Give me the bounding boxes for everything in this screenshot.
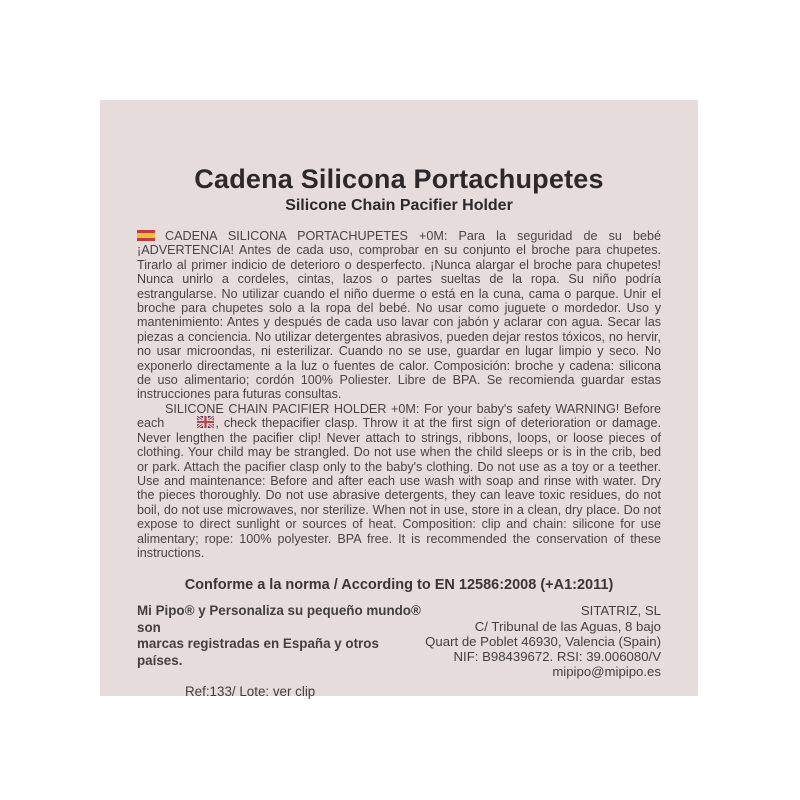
english-instructions-text-2: , check thepacifier clasp. Throw it at the first sign of deterioration or damage. Never lengthen the pacifier clip! Never attach to strings, ribbons, loops, or loose pieces of clothing. Your child may be strangled. Do not use when the child sleeps or is in the crib, bed or park. Attach the pacifier clasp only to the baby's clothing. Do not use as a toy or a teether. Use and maintenance: Before and after each use wash with soap and rinse with water. Dry the pieces thoroughly. Do not use abrasive detergents, they can leave toxic residues, do not boil, do not use microwaves, nor sterilize. When not in use, store in a clean, dry place. Do not expose to direct sunlight or sources of heat. Composition: clip and chain: silicone for use alimentary; rope: 100% polyester. BPA free. It is recommended the conservation of these instructions. xyxy=(137,416,661,560)
company-address-line-1: C/ Tribunal de las Aguas, 8 bajo xyxy=(474,618,661,634)
uk-flag-icon xyxy=(169,416,214,428)
ref-lot-label: Ref:133/ Lote: ver clip xyxy=(185,684,316,700)
page-title: Cadena Silicona Portachupetes xyxy=(194,164,604,194)
company-name: SITATRIZ, SL xyxy=(580,603,661,619)
label-content xyxy=(137,100,661,700)
company-address-block xyxy=(425,603,661,700)
trademark-line-2: marcas registradas en España y otros países. xyxy=(137,636,379,668)
product-label-panel xyxy=(100,100,698,700)
spanish-instructions-paragraph xyxy=(137,229,661,402)
english-instructions-paragraph xyxy=(137,402,661,560)
trademark-line-1: Mi Pipo® y Personaliza su pequeño mundo® son xyxy=(137,603,421,635)
trademark-notice xyxy=(137,603,425,669)
footer-left-column xyxy=(137,603,425,700)
instructions-block xyxy=(137,229,661,560)
label-header xyxy=(137,164,661,216)
page-subtitle: Silicone Chain Pacifier Holder xyxy=(285,197,513,214)
company-registration: NIF: B98439672. RSI: 39.006080/V xyxy=(453,648,661,664)
compliance-statement: Conforme a la norma / According to EN 12586:2008 (+A1:2011) xyxy=(184,577,614,594)
footer-row xyxy=(137,603,661,700)
english-instructions-text-1: SILICONE CHAIN PACIFIER HOLDER +0M: For your baby's safety WARNING! Before each xyxy=(137,401,661,431)
company-email: mipipo@mipipo.es xyxy=(552,664,661,680)
spain-flag-icon xyxy=(137,230,155,241)
spanish-instructions-text: CADENA SILICONA PORTACHUPETES +0M: Para la seguridad de su bebé ¡ADVERTENCIA! Antes de cada uso, comprobar en su conjunto el broche para chupetes. Tirarlo al primer indicio de deterioro o desperfecto. ¡Nunca alargar el broche para chupetes! Nunca unirlo a cordeles, cintas, lazos o partes sueltas de la ropa. Su niño podría estrangularse. No utilizar cuando el niño duerme o está en la cuna, cama o parque. Unir el broche para chupetes solo a la ropa del bebé. No usar como juguete o mordedor. Uso y mantenimiento: Antes y después de cada uso lavar con jabón y aclarar con agua. Secar las piezas a conciencia. No utilizar detergentes abrasivos, pueden dejar restos tóxicos, no hervir, no usar microondas, ni esterilizar. Cuando no se use, guardar en lugar limpio y seco. No exponerlo directamente a la luz o fuentes de calor. Composición: broche y cadena: silicona de uso alimentario; cordón 100% Poliester. Libre de BPA. Se recomienda guardar estas instrucciones para futuras consultas. xyxy=(137,229,661,402)
company-address-line-2: Quart de Poblet 46930, Valencia (Spain) xyxy=(425,633,661,649)
